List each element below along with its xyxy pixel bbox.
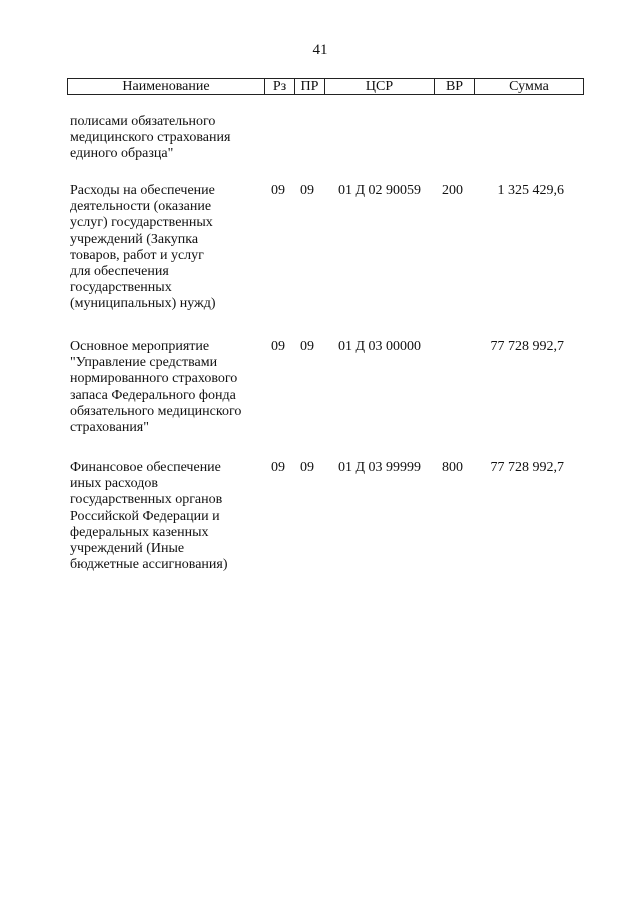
row-vr: 800 [442,460,463,475]
header-csr: ЦСР [325,79,435,94]
header-rz: Рз [265,79,295,94]
row-name: Основное мероприятие "Управление средствами нормированного страхового запаса Федерального фонда обязательного медицинского страхования" [70,339,242,436]
row-sum: 1 325 429,6 [497,183,564,198]
row-rz: 09 [271,339,285,354]
row-sum: 77 728 992,7 [490,339,564,354]
row-csr: 01 Д 03 99999 [338,460,422,475]
row-csr: 01 Д 02 90059 [338,183,422,198]
row-rz: 09 [271,460,285,475]
row-pr: 09 [300,339,314,354]
page-number: 41 [312,42,328,58]
row-name: Расходы на обеспечение деятельности (оказание услуг) государственных учреждений (Закупка товаров, работ и услуг для обеспечения государственных (муниципальных) нужд) [70,183,216,312]
header-vr: ВР [435,79,475,94]
row-rz: 09 [271,183,285,198]
row-pr: 09 [300,460,314,475]
row-name: Финансовое обеспечение иных расходов государственных органов Российской Федерации и федеральных казенных учреждений (Иные бюджетные ассигнования) [70,460,228,573]
row-csr: 01 Д 03 00000 [338,339,422,354]
header-name: Наименование [68,79,265,94]
row-pr: 09 [300,183,314,198]
table-header [67,78,584,95]
row-vr: 200 [442,183,463,198]
header-sum: Сумма [509,79,549,94]
header-pr: ПР [295,79,325,94]
row-name: полисами обязательного медицинского страхования единого образца" [70,114,231,162]
row-sum: 77 728 992,7 [490,460,564,475]
